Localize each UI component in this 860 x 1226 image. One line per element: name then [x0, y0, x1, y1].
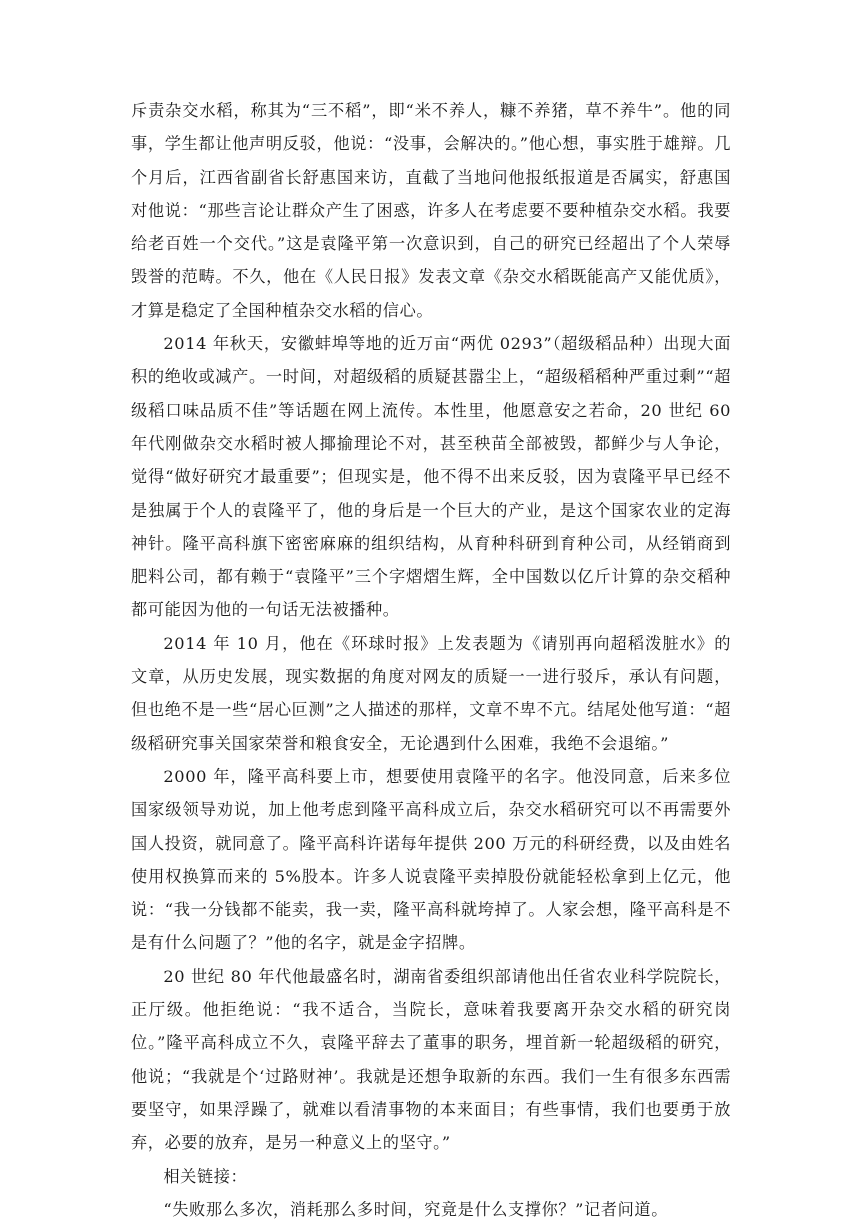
paragraph-continuation: 斥责杂交水稻，称其为“三不稻”，即“米不养人，糠不养猪，草不养牛”。他的同事，学生都让他声明反驳，他说：“没事，会解决的。”他心想，事实胜于雄辩。几个月后，江西省副省长舒惠国来访，直截了当地问他报纸报道是否属实，舒惠国对他说：“那些言论让群众产生了困惑，许多人在考虑要不要种植杂交水稻。我要给老百姓一个交代。”这是袁隆平第一次意识到，自己的研究已经超出了个人荣辱毁誉的范畴。不久，他在《人民日报》发表文章《杂交水稻既能高产又能优质》，才算是稳定了全国种植杂交水稻的信心。 — [131, 101, 731, 320]
document-body — [131, 94, 731, 1226]
paragraph-2014-autumn: 2014 年秋天，安徽蚌埠等地的近万亩“两优 0293”（超级稻品种）出现大面积的绝收或减产。一时间，对超级稻的质疑甚嚣尘上，“超级稻稻种严重过剩”“超级稻口味品质不佳”等话题在网上流传。本性里，他愿意安之若命，20 世纪 60 年代刚做杂交水稻时被人揶揄理论不对，甚至秧苗全部被毁，都鲜少与人争论，觉得“做好研究才最重要”；但现实是，他不得不出来反驳，因为袁隆平早已经不是独属于个人的袁隆平了，他的身后是一个巨大的产业，是这个国家农业的定海神针。隆平高科旗下密密麻麻的组织结构，从育种科研到育种公司，从经销商到肥料公司，都有赖于“袁隆平”三个字熠熠生辉，全中国数以亿斤计算的杂交稻种都可能因为他的一句话无法被播种。 — [131, 334, 731, 620]
paragraph-2014-october: 2014 年 10 月，他在《环球时报》上发表题为《请别再向超稻泼脏水》的文章，从历史发展，现实数据的角度对网友的质疑一一进行驳斥，承认有问题，但也绝不是一些“居心叵测”之人描述的那样，文章不卑不亢。结尾处他写道：“超级稻研究事关国家荣誉和粮食安全，无论遇到什么困难，我绝不会退缩。” — [131, 633, 731, 753]
paragraph-reporter-question: “失败那么多次，消耗那么多时间，究竟是什么支撑你？”记者问道。 — [163, 1199, 668, 1219]
paragraph-2000-listing: 2000 年，隆平高科要上市，想要使用袁隆平的名字。他没同意，后来多位国家级领导劝说，加上他考虑到隆平高科成立后，杂交水稻研究可以不再需要外国人投资，就同意了。隆平高科许诺每年提供 200 万元的科研经费，以及由姓名使用权换算而来的 5%股本。许多人说袁隆平卖掉股份就能轻松拿到上亿元，他说：“我一分钱都不能卖，我一卖，隆平高科就垮掉了。人家会想，隆平高科是不是有什么问题了？”他的名字，就是金字招牌。 — [131, 766, 731, 953]
paragraph-1980s: 20 世纪 80 年代他最盛名时，湖南省委组织部请他出任省农业科学院院长，正厅级。他拒绝说：“我不适合，当院长，意味着我要离开杂交水稻的研究岗位。”隆平高科成立不久，袁隆平辞去了董事的职务，埋首新一轮超级稻的研究，他说；“我就是个‘过路财神’。我就是还想争取新的东西。我们一生有很多东西需要坚守，如果浮躁了，就难以看清事物的本来面目；有些事情，我们也要勇于放弃，必要的放弃，是另一种意义上的坚守。” — [131, 966, 731, 1153]
related-links-heading: 相关链接： — [163, 1166, 248, 1186]
